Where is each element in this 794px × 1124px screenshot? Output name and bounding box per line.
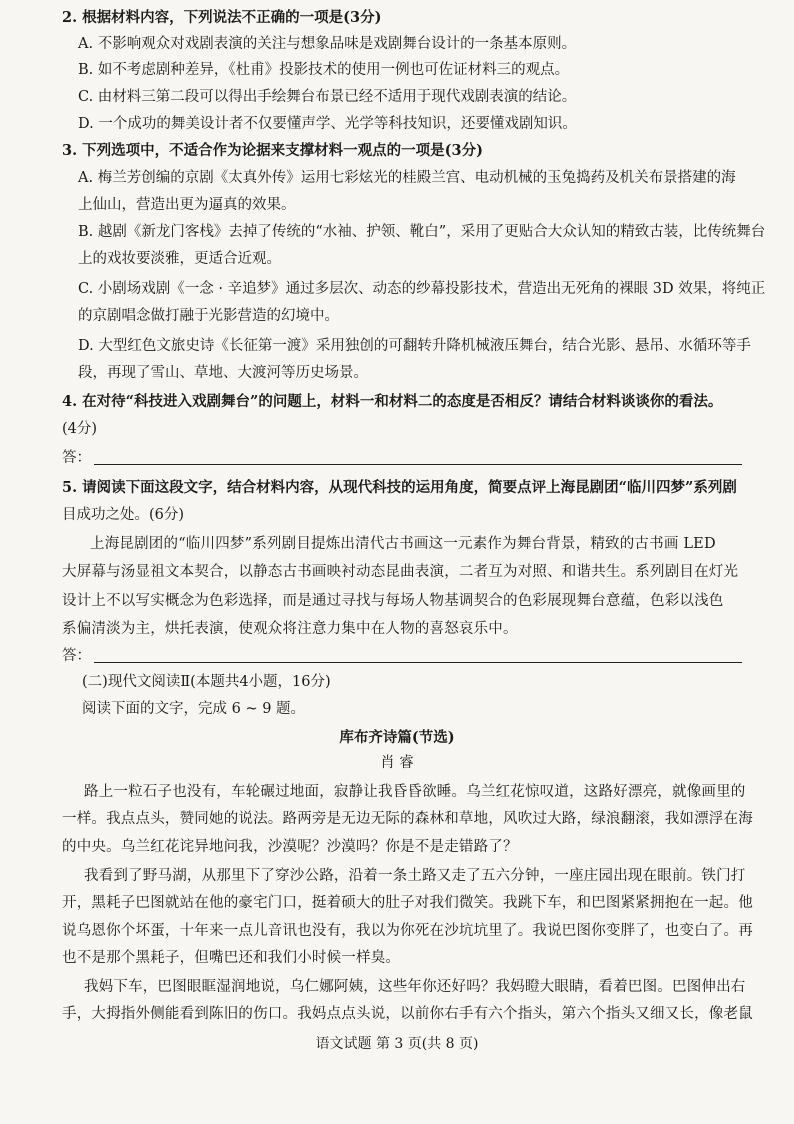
- q2-stem: 2. 根据材料内容，下列说法不正确的一项是(3分): [62, 9, 382, 26]
- q3-option-b-line2: 上的戏妆要淡雅，更适合近观。: [78, 251, 281, 267]
- q2-option-c: C. 由材料三第二段可以得出手绘舞台布景已经不适用于现代戏剧表演的结论。: [78, 89, 577, 105]
- article-line: 路上一粒石子也没有，车轮碾过地面，寂静让我昏昏欲睡。乌兰红花惊叹道，这路好漂亮，就像画里的: [84, 784, 746, 800]
- article-line: 的中央。乌兰红花诧异地问我，沙漠呢？沙漠吗？你是不是走错路了？: [62, 839, 518, 855]
- q3-option-b-line1: B. 越剧《新龙门客栈》去掉了传统的“水袖、护领、靴白”，采用了更贴合大众认知的精致古装，比传统舞台: [78, 224, 766, 240]
- q3-option-c-line1: C. 小剧场戏剧《一念 · 辛追梦》通过多层次、动态的纱幕投影技术，营造出无死角的裸眼 3D 效果，将纯正: [78, 281, 766, 297]
- q3-option-d-line1: D. 大型红色文旅史诗《长征第一渡》采用独创的可翻转升降机械液压舞台，结合光影、悬吊、水循环等手: [78, 338, 751, 354]
- q5-stem-line2: 目成功之处。(6分): [62, 507, 185, 523]
- article-line: 手，大拇指外侧能看到陈旧的伤口。我妈点点头说，以前你右手有六个指头，第六个指头又细又长，像老鼠: [62, 1006, 753, 1022]
- article-line: 说乌恩你个坏蛋，十年来一点儿音讯也没有，我以为你死在沙坑坑里了。我说巴图你变胖了，也变白了。再: [62, 923, 753, 939]
- section-heading: (二)现代文阅读Ⅱ(本题共4小题，16分): [82, 674, 331, 690]
- q3-option-c-line2: 的京剧唱念做打融于光影营造的幻境中。: [78, 308, 339, 324]
- q5-stem-line1: 5. 请阅读下面这段文字，结合材料内容，从现代科技的运用角度，简要点评上海昆剧团“临川四梦”系列剧: [62, 479, 737, 496]
- q5-passage-line1: 上海昆剧团的“临川四梦”系列剧目提炼出清代古书画这一元素作为舞台背景，精致的古书画 LED: [90, 536, 716, 552]
- q5-passage-line3: 设计上不以写实概念为色彩选择，而是通过寻找与每场人物基调契合的色彩展现舞台意蕴，色彩以浅色: [62, 593, 724, 609]
- page-footer: 语文试题 第 3 页(共 8 页): [315, 1036, 479, 1052]
- article-author: 肖 睿: [380, 755, 414, 771]
- section-instruction: 阅读下面的文字，完成 6 ~ 9 题。: [82, 701, 306, 717]
- q4-stem-line2: (4分): [62, 421, 98, 437]
- q2-option-b: B. 如不考虑剧种差异，《杜甫》投影技术的使用一例也可佐证材料三的观点。: [78, 62, 570, 78]
- q2-option-a: A. 不影响观众对戏剧表演的关注与想象品味是戏剧舞台设计的一条基本原则。: [78, 36, 577, 52]
- article-line: 开，黑耗子巴图就站在他的豪宅门口，挺着硕大的肚子对我们微笑。我跳下车，和巴图紧紧拥抱在一起。他: [62, 895, 753, 911]
- q5-answer-line[interactable]: [94, 662, 742, 663]
- q5-answer-label: 答：: [62, 648, 91, 664]
- article-line: 也不是那个黑耗子，但嘴巴还和我们小时候一样臭。: [62, 950, 401, 966]
- article-line: 我妈下车，巴图眼眶湿润地说，乌仁娜阿姨，这些年你还好吗？我妈瞪大眼睛，看着巴图。巴图伸出右: [84, 979, 746, 995]
- q5-passage-line2: 大屏幕与汤显祖文本契合，以静态古书画映衬动态昆曲表演，二者互为对照、和谐共生。系列剧目在灯光: [62, 564, 739, 580]
- q5-passage-line4: 系偏清淡为主，烘托表演，使观众将注意力集中在人物的喜怒哀乐中。: [62, 621, 518, 637]
- q4-stem-line1: 4. 在对待“科技进入戏剧舞台”的问题上，材料一和材料二的态度是否相反？请结合材料谈谈你的看法。: [62, 393, 723, 410]
- q2-option-d: D. 一个成功的舞美设计者不仅要懂声学、光学等科技知识，还要懂戏剧知识。: [78, 116, 577, 132]
- q3-stem: 3. 下列选项中，不适合作为论据来支撑材料一观点的一项是(3分): [62, 142, 483, 159]
- article-line: 一样。我点点头，赞同她的说法。路两旁是无边无际的森林和草地，风吹过大路，绿浪翻滚，我如漂浮在海: [62, 811, 753, 827]
- article-line: 我看到了野马湖，从那里下了穿沙公路，沿着一条土路又走了五六分钟，一座庄园出现在眼前。铁门打: [84, 868, 746, 884]
- article-title: 库布齐诗篇(节选): [339, 729, 455, 746]
- q3-option-d-line2: 段，再现了雪山、草地、大渡河等历史场景。: [78, 365, 368, 381]
- q4-answer-line[interactable]: [94, 464, 742, 465]
- q3-option-a-line1: A. 梅兰芳创编的京剧《太真外传》运用七彩炫光的桂殿兰宫、电动机械的玉兔捣药及机关布景搭建的海: [78, 170, 736, 186]
- q3-option-a-line2: 上仙山，营造出更为逼真的效果。: [78, 197, 296, 213]
- q4-answer-label: 答：: [62, 450, 91, 466]
